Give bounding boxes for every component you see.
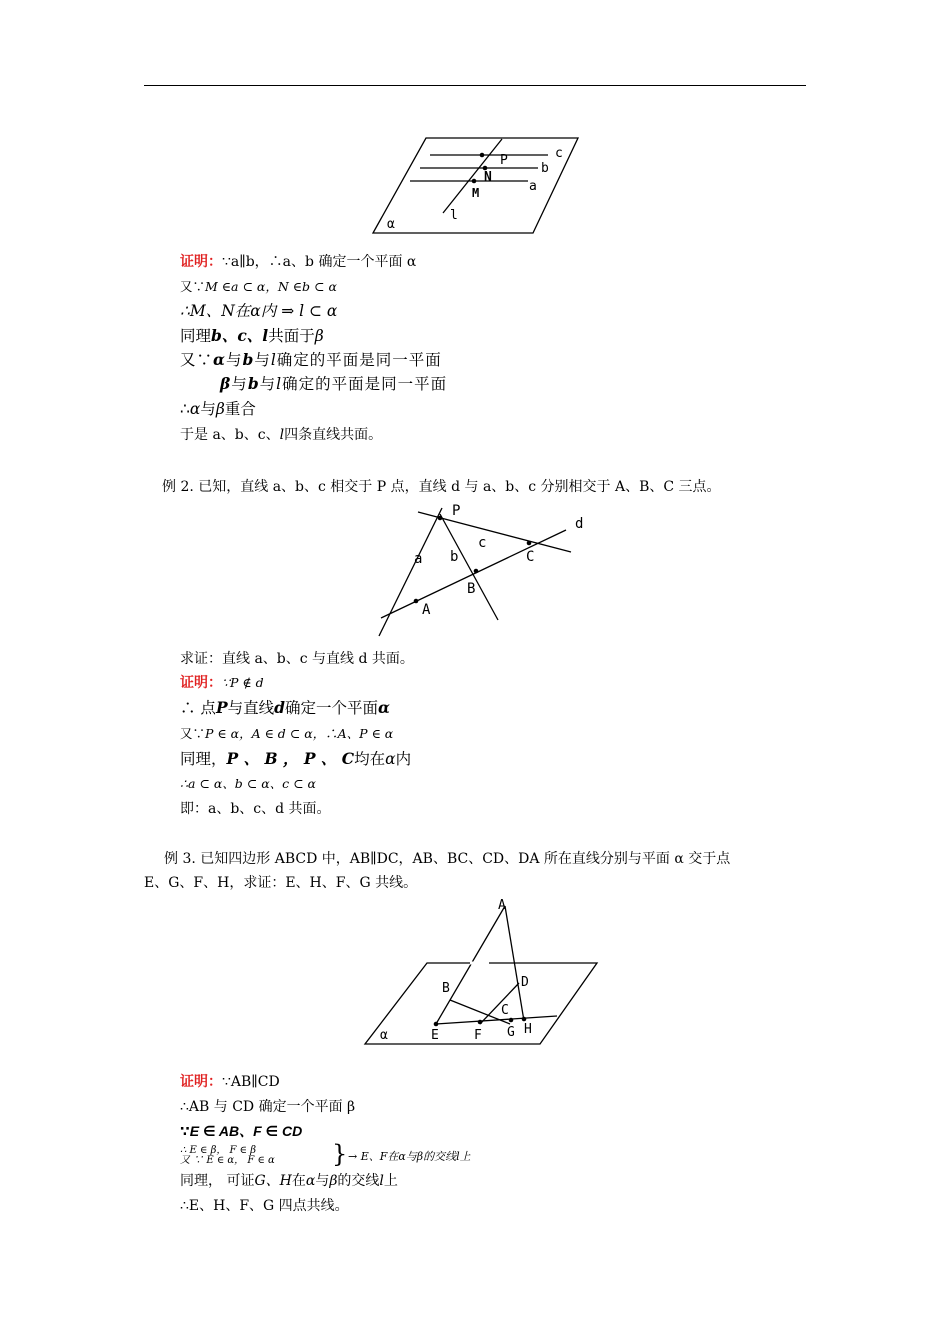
example3-title-line1: 例 3. 已知四边形 ABCD 中，AB∥DC，AB、BC、CD、DA 所在直线分别与平面 α 交于点 <box>164 851 731 867</box>
proof3-line1: 证明：∵AB∥CD <box>180 1074 280 1090</box>
label-E: E <box>431 1028 439 1043</box>
point-H <box>522 1017 527 1022</box>
line-DF <box>480 983 519 1024</box>
label-A: A <box>422 602 431 618</box>
label-a: a <box>414 551 423 567</box>
label-alpha: α <box>380 1028 388 1043</box>
label-P: P <box>500 153 508 168</box>
proof2-claim: 求证：直线 a、b、c 与直线 d 共面。 <box>180 651 414 667</box>
label-A: A <box>498 898 506 913</box>
proof2-line2: ∴ 点P与直线d确定一个平面α <box>180 698 390 717</box>
example2-title: 例 2. 已知，直线 a、b、c 相交于 P 点，直线 d 与 a、b、c 分别相交于 A、B、C 三点。 <box>162 479 721 495</box>
proof1-line5: 又∵α与b与l确定的平面是同一平面 <box>180 350 442 369</box>
label-b: b <box>541 161 549 176</box>
proof3-line4b: 又 ∵ E ∈ α， F ∈ α <box>180 1155 275 1166</box>
proof3-line3: ∵E ∈ AB、F ∈ CD <box>180 1123 303 1139</box>
line-a <box>379 508 442 636</box>
label-a: a <box>529 179 537 194</box>
point-F <box>478 1020 483 1025</box>
label-N: N <box>484 170 492 185</box>
point-P <box>438 516 443 521</box>
proof3-brace: } <box>332 1140 348 1168</box>
label-P: P <box>452 503 461 519</box>
line-EH <box>436 1016 557 1024</box>
label-F: F <box>474 1028 482 1043</box>
proof1-line1: 证明：∵a∥b，∴a、b 确定一个平面 α <box>180 254 417 270</box>
point-E <box>434 1022 439 1027</box>
label-C: C <box>501 1003 509 1018</box>
label-G: G <box>507 1025 515 1040</box>
point-C <box>527 541 532 546</box>
label-C: C <box>526 549 535 565</box>
point-M <box>472 179 477 184</box>
label-M: M <box>472 186 480 200</box>
proof1-line3: ∴M、N在α内 ⇒ l ⊂ α <box>180 302 338 320</box>
proof1-line2: 又∵M ∈a ⊂ α，N ∈b ⊂ α <box>180 279 337 294</box>
proof3-line2: ∴AB 与 CD 确定一个平面 β <box>180 1099 356 1115</box>
proof2-line5: ∴a ⊂ α、b ⊂ α、c ⊂ α <box>180 776 316 791</box>
figure-planes-lines <box>370 135 585 238</box>
figure-intersecting-lines <box>376 500 596 638</box>
proof3-line4a: ∴ E ∈ β， F ∈ β <box>180 1145 257 1156</box>
proof2-line4: 同理，P 、 B ， P 、 C均在α内 <box>180 749 412 768</box>
line-d <box>381 530 566 618</box>
header-rule <box>144 85 806 86</box>
point-A <box>414 599 419 604</box>
label-l: l <box>450 208 458 223</box>
label-B: B <box>467 581 476 597</box>
proof2-line1: 证明：∵P ∉ d <box>180 675 264 691</box>
proof1-line6: β与b与l确定的平面是同一平面 <box>220 374 448 393</box>
proof1-line4: 同理b、c、l共面于β <box>180 326 324 345</box>
line-AE <box>436 906 505 1024</box>
proof1-line7: ∴α与β重合 <box>180 400 256 418</box>
proof2-line3: 又∵P ∈ α，A ∈ d ⊂ α，∴A、P ∈ α <box>180 726 394 741</box>
example3-title-line2: E、G、F、H，求证：E、H、F、G 共线。 <box>144 875 418 891</box>
proof2-line6: 即：a、b、c、d 共面。 <box>180 801 331 817</box>
point-B <box>474 569 479 574</box>
line-l <box>443 139 502 213</box>
label-d: d <box>575 516 584 532</box>
label-H: H <box>524 1022 532 1037</box>
proof3-line4c: → E、F在α与β的交线l上 <box>348 1150 471 1163</box>
point-P <box>480 153 485 158</box>
label-c: c <box>555 146 563 161</box>
proof3-line5: 同理， 可证G、H在α与β的交线l上 <box>180 1173 398 1189</box>
label-alpha: α <box>387 217 395 232</box>
label-B: B <box>442 981 450 996</box>
point-G <box>509 1018 514 1023</box>
figure-quadrilateral-plane <box>362 896 602 1046</box>
proof3-line6: ∴E、H、F、G 四点共线。 <box>180 1198 349 1214</box>
proof1-line8: 于是 a、b、c、l四条直线共面。 <box>180 427 383 443</box>
label-b: b <box>450 549 459 565</box>
label-D: D <box>521 975 529 990</box>
label-c: c <box>478 535 487 551</box>
